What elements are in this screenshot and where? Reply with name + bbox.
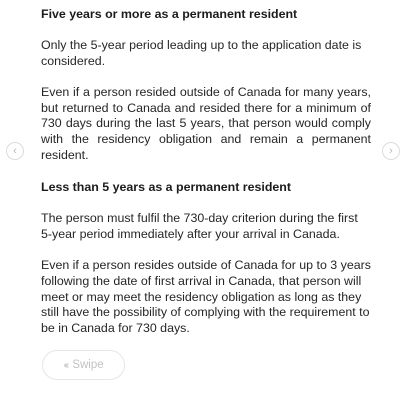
section-paragraph: Even if a person resided outside of Canada for many years, but returned to Canada and resided there for a minimum of 730 days during the last 5 years, that person would comply with the residency obligation and remain a permanent resident. (41, 85, 371, 162)
article-content (41, 6, 371, 336)
triple-chevron-left-icon: ‹‹‹ (63, 359, 68, 371)
swipe-button[interactable] (42, 350, 125, 380)
section-heading-five-years: Five years or more as a permanent resident (41, 7, 298, 21)
chevron-right-icon: › (389, 144, 393, 157)
carousel-next-button[interactable] (382, 142, 400, 160)
chevron-left-icon: ‹ (13, 144, 17, 157)
section-paragraph: Only the 5-year period leading up to the application date is considered. (41, 38, 362, 68)
section-paragraph: Even if a person resides outside of Canada for up to 3 years following the date of first arrival in Canada, that person will meet or may meet the residency obligation as long as they still have the possibility of complying with the requirement to be in Canada for 730 days. (41, 258, 371, 335)
carousel-prev-button[interactable] (6, 142, 24, 160)
section-heading-less-than-five-years: Less than 5 years as a permanent resident (41, 180, 291, 195)
swipe-label: Swipe (72, 359, 104, 371)
section-paragraph: The person must fulfil the 730-day criterion during the first 5-year period immediately after your arrival in Canada. (41, 211, 358, 241)
